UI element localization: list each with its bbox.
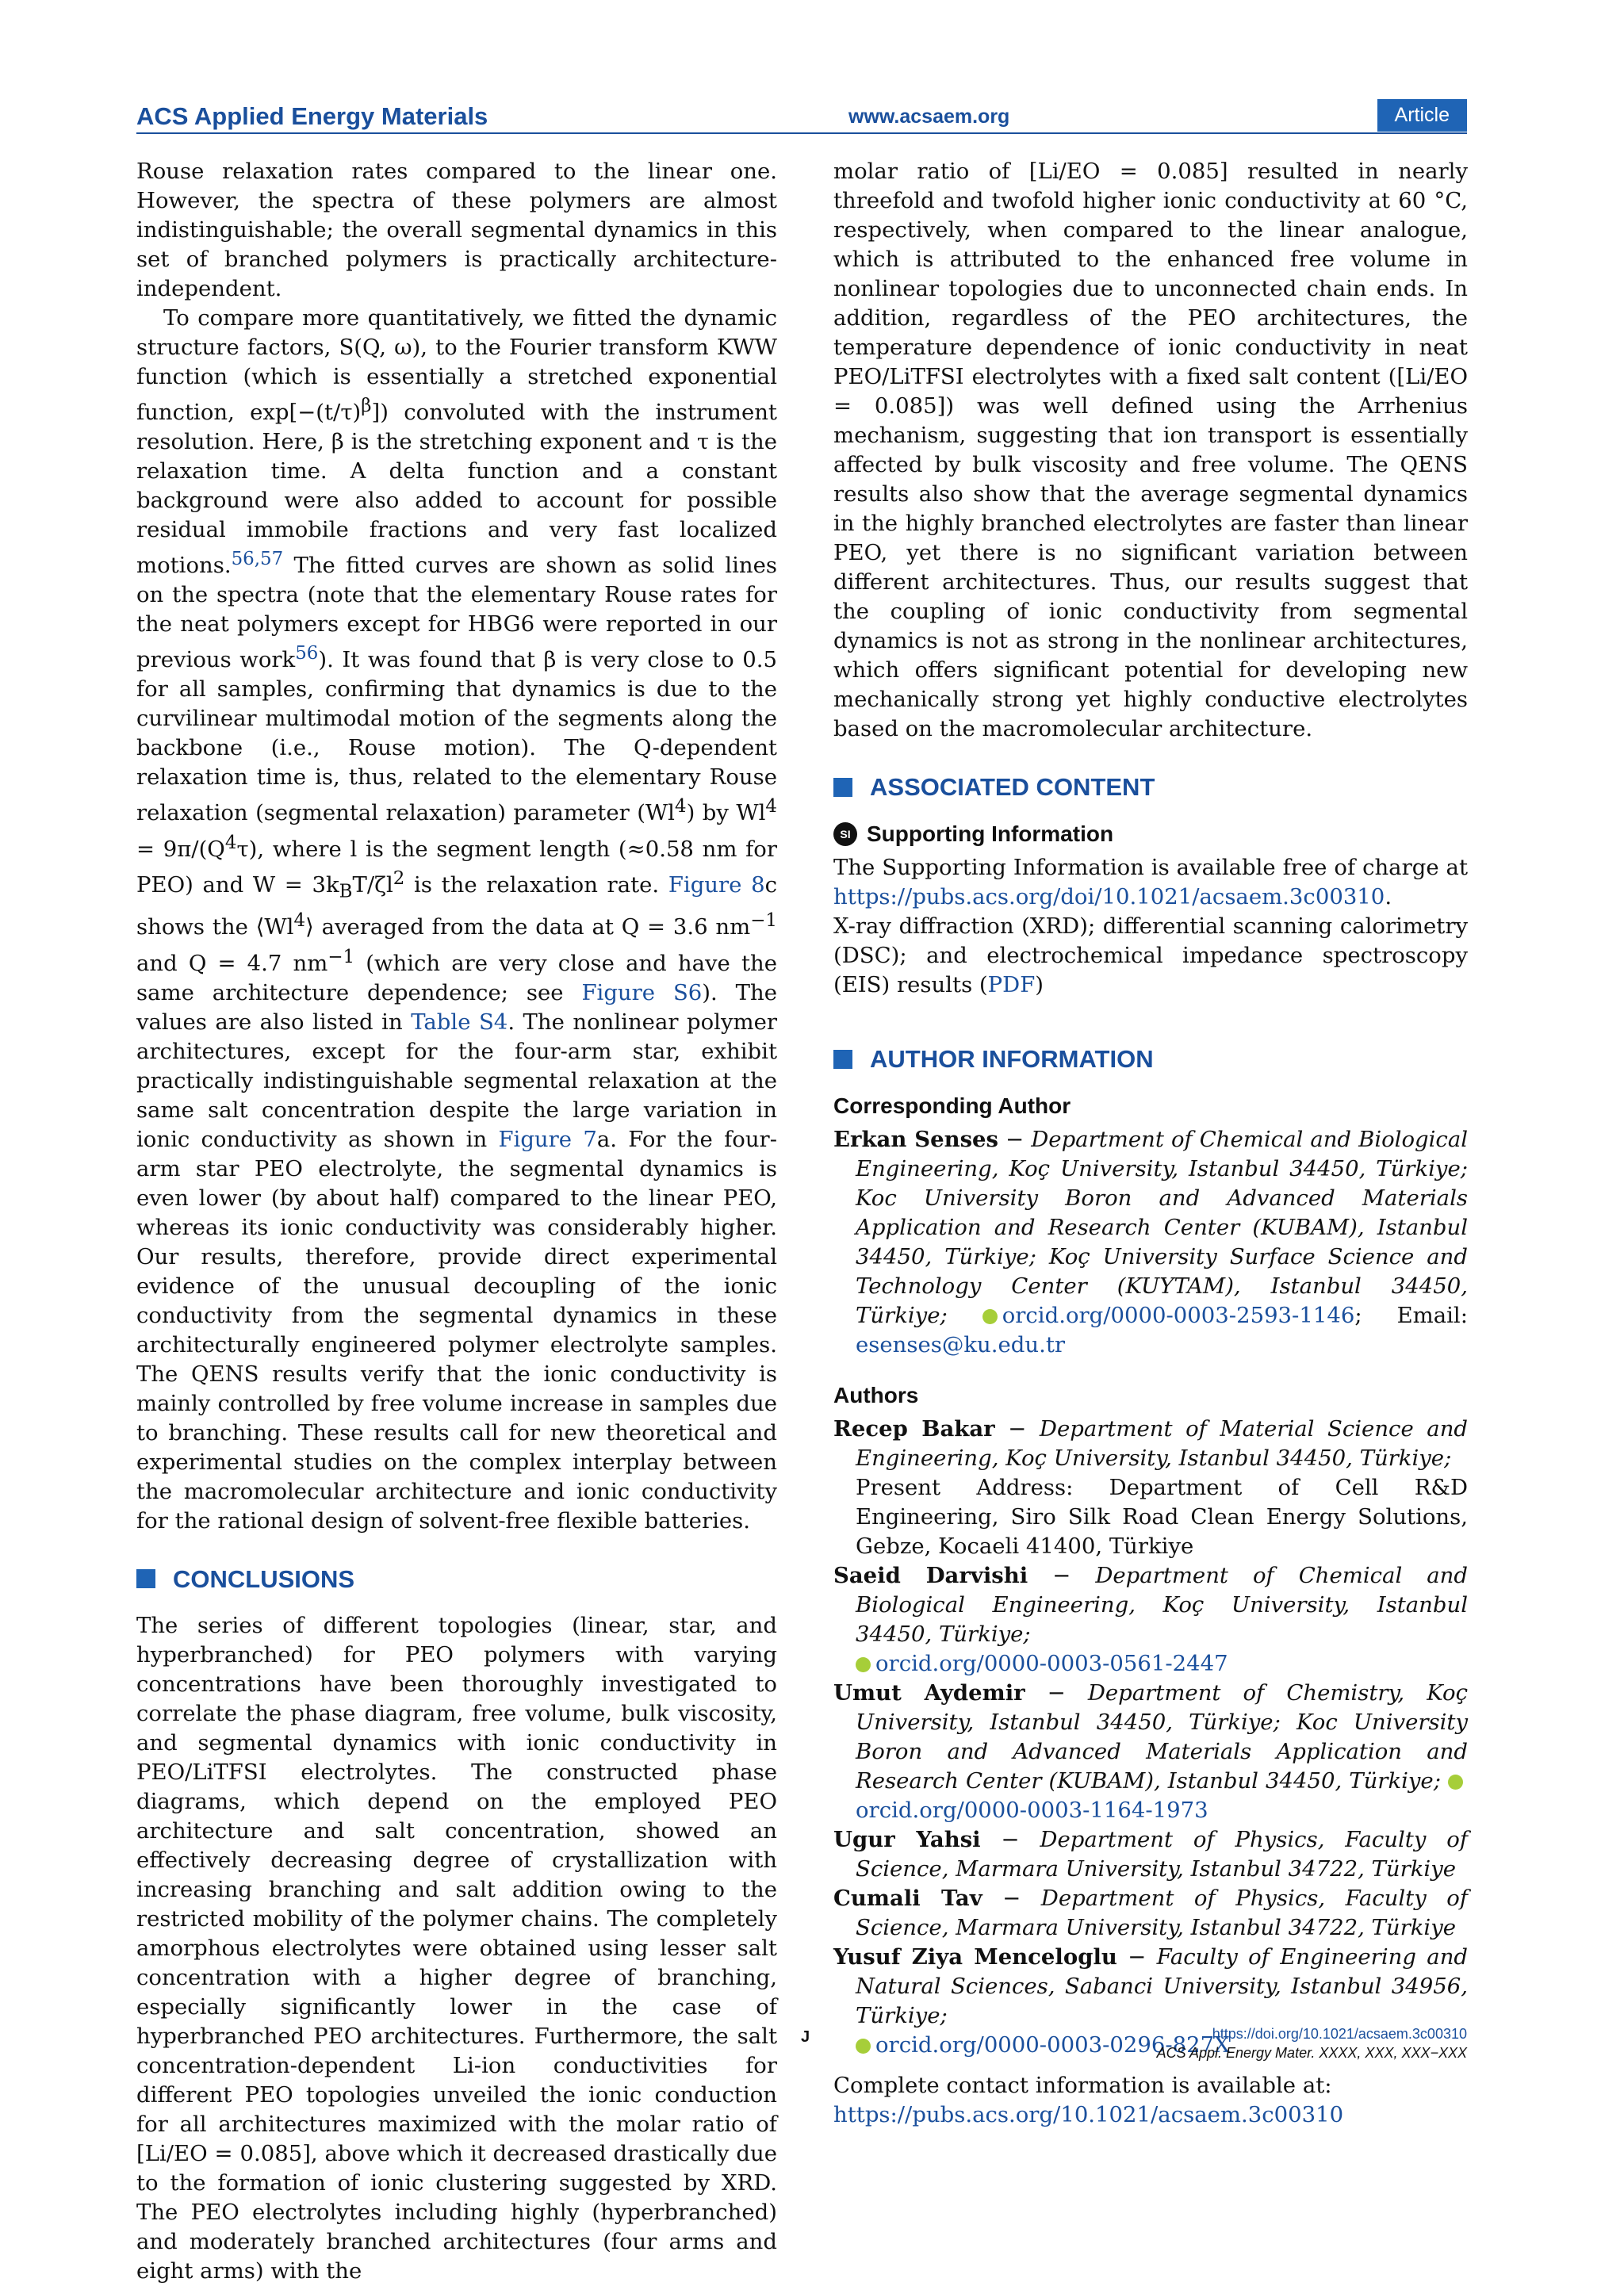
- ref-56-57-link[interactable]: 56,57: [231, 549, 284, 570]
- header-rule: [136, 132, 1467, 134]
- ref-56-link[interactable]: 56: [295, 643, 319, 664]
- authors-heading: Authors: [833, 1383, 919, 1407]
- article-type-label: Article: [1377, 99, 1467, 132]
- supporting-info-heading: SI Supporting Information: [833, 819, 1468, 848]
- corresponding-author: Erkan Senses − Department of Chemical and Biological Engineering, Koç University, Istanbul 34450, Türkiye; Koc University Boron and Advanced Materials Application and Research Center (KUBAM), Istanbul 34450, Türkiye; Koç University Surface Science and Technology Center (KUYTAM), Istanbul 34450, Türkiye; orcid.org/0000-0003-2593-1146; Email: esenses@ku.edu.tr: [833, 1127, 1469, 1357]
- orcid-link[interactable]: orcid.org/0000-0003-2593-1146: [1002, 1303, 1355, 1328]
- figure-8-link[interactable]: Figure 8: [668, 871, 765, 898]
- orcid-link[interactable]: orcid.org/0000-0003-1164-1973: [856, 1798, 1208, 1823]
- associated-content-heading: ASSOCIATED CONTENT: [833, 772, 1468, 802]
- supporting-info-link[interactable]: https://pubs.acs.org/doi/10.1021/acsaem.3c00310: [833, 884, 1385, 909]
- contact-info: Complete contact information is available at: https://pubs.acs.org/10.1021/acsaem.3c00310: [833, 2073, 1344, 2127]
- paragraph-conclusions: The series of different topologies (linear, star, and hyperbranched) for PEO polymers with varying concentrations have been thoroughly investigated to correlate the phase diagram, free volume, bulk viscosity, and segmental dynamics with ionic conductivity in PEO/LiTFSI electrolytes. The constructed phase diagrams, which depend on the employed PEO architecture and salt concentration, showed an effectively decreasing degree of crystallization with increasing branching and salt addition owing to the restricted mobility of the polymer chains. The completely amorphous electrolytes were obtained using lesser salt concentration with a higher degree of branching, especially significantly lower in the case of hyperbranched PEO architectures. Furthermore, the salt concentration-dependent Li-ion conductivities for different PEO topologies unveiled the ionic conduction for all architectures maximized with the molar ratio of [Li/EO = 0.085], above which it decreased drastically due to the formation of ionic clustering suggested by XRD. The PEO electrolytes including highly (hyperbranched) and moderately branched architectures (four arms and eight arms) with the: [136, 1612, 777, 2284]
- orcid-icon: [856, 2039, 871, 2054]
- doi-link[interactable]: https://doi.org/10.1021/acsaem.3c00310: [1212, 2026, 1467, 2042]
- paragraph-conclusions-continued: molar ratio of [Li/EO = 0.085] resulted in nearly threefold and twofold higher ionic conductivity at 60 °C, respectively, when compared to the linear analogue, which is attributed to the enhanced free volume in nonlinear topologies due to unconnected chain ends. In addition, regardless of the PEO architectures, the temperature dependence of ionic conductivity in neat PEO/LiTFSI electrolytes with a fixed salt content ([Li/EO = 0.085]) was well defined using the Arrhenius mechanism, suggesting that ion transport is essentially affected by bulk viscosity and free volume. The QENS results also show that the average segmental dynamics in the highly branched electrolytes are faster than linear PEO, yet there is no significant variation between different architectures. Thus, our results suggest that the coupling of ionic conductivity from segmental dynamics is not as strong in the nonlinear architectures, which offers significant potential for developing new mechanically strong yet highly conductive electrolytes based on the macromolecular architecture.: [833, 159, 1468, 741]
- author-entry: Saeid Darvishi − Department of Chemical and Biological Engineering, Koç University, Istanbul 34450, Türkiye; orcid.org/0000-0003-0561-2447: [833, 1563, 1468, 1676]
- section-square-icon: [833, 1050, 852, 1069]
- orcid-link[interactable]: orcid.org/0000-0003-0561-2447: [875, 1651, 1228, 1676]
- figure-7-link[interactable]: Figure 7: [498, 1126, 597, 1152]
- author-information-heading: AUTHOR INFORMATION: [833, 1044, 1468, 1074]
- citation-text: ACS Appl. Energy Mater. XXXX, XXX, XXX−XXX: [1156, 2045, 1467, 2061]
- corresponding-author-heading: Corresponding Author: [833, 1093, 1071, 1118]
- journal-name[interactable]: ACS Applied Energy Materials: [136, 102, 488, 130]
- supporting-info-items: X-ray diffraction (XRD); differential scanning calorimetry (DSC); and electrochemical impedance spectroscopy (EIS) results (PDF): [833, 913, 1468, 997]
- section-square-icon: [833, 778, 852, 797]
- page-number: J: [801, 2028, 810, 2046]
- left-column: [136, 157, 777, 2286]
- supporting-info-icon: SI: [833, 822, 857, 846]
- footer-citation: [1157, 2024, 1467, 2062]
- author-entry: Cumali Tav − Department of Physics, Faculty of Science, Marmara University, Istanbul 34722, Türkiye: [833, 1886, 1468, 1940]
- pdf-link[interactable]: PDF: [987, 972, 1036, 997]
- orcid-icon: [1448, 1775, 1463, 1790]
- running-header: [136, 99, 1467, 134]
- author-entry: Recep Bakar − Department of Material Science and Engineering, Koç University, Istanbul 34450, Türkiye; Present Address: Department of Cell R&D Engineering, Siro Silk Road Clean Energy Solutions, Gebze, Kocaeli 41400, Türkiye: [833, 1416, 1469, 1559]
- section-square-icon: [136, 1569, 155, 1588]
- author-entry: Yusuf Ziya Menceloglu − Faculty of Engineering and Natural Sciences, Sabanci University, Istanbul 34956, Türkiye; orcid.org/0000-0003-0296-827X: [833, 1944, 1469, 2058]
- journal-website-link[interactable]: www.acsaem.org: [848, 105, 1010, 128]
- email-link[interactable]: esenses@ku.edu.tr: [856, 1332, 1066, 1357]
- figure-s6-link[interactable]: Figure S6: [581, 979, 703, 1005]
- supporting-info-text: The Supporting Information is available free of charge at https://pubs.acs.org/doi/10.1021/acsaem.3c00310.: [833, 855, 1468, 909]
- orcid-link[interactable]: orcid.org/0000-0003-0296-827X: [875, 2032, 1230, 2058]
- orcid-icon: [856, 1657, 871, 1672]
- paragraph-rouse-continuation: Rouse relaxation rates compared to the linear one. However, the spectra of these polymers are almost indistinguishable; the overall segmental dynamics in this set of branched polymers is practically architecture-independent.: [136, 159, 777, 301]
- author-entry: Ugur Yahsi − Department of Physics, Faculty of Science, Marmara University, Istanbul 34722, Türkiye: [833, 1827, 1468, 1882]
- contact-link[interactable]: https://pubs.acs.org/10.1021/acsaem.3c00310: [833, 2102, 1344, 2127]
- conclusions-heading: CONCLUSIONS: [136, 1564, 777, 1594]
- right-column: [833, 157, 1468, 2130]
- table-s4-link[interactable]: Table S4: [411, 1009, 508, 1035]
- orcid-icon: [982, 1309, 998, 1324]
- author-entry: Umut Aydemir − Department of Chemistry, Koç University, Istanbul 34450, Türkiye; Koc University Boron and Advanced Materials Application and Research Center (KUBAM), Istanbul 34450, Türkiye; orcid.org/0000-0003-1164-1973: [833, 1680, 1468, 1823]
- paragraph-kww-fit: To compare more quantitatively, we fitted the dynamic structure factors, S(Q, ω), to the Fourier transform KWW function (which is essentially a stretched exponential function, $\exp[-(t/\tau)^\beta]$) convoluted with the instrument resolution. Here, β is the stretching exponent and τ is the relaxation time. A delta function and a constant background were also added to account for possible residual immobile fractions and very fast localized motions.$^{56,57}$ The fitted curves are shown as solid lines on the spectra (note that the elementary Rouse rates for the neat polymers except for HBG6 were reported in our previous work$^{56}$). It was found that β is very close to 0.5 for all samples, confirming that dynamics is due to the curvilinear multimodal motion of the segments along the backbone (i.e., Rouse motion). The Q-dependent relaxation time is, thus, related to the elementary Rouse relaxation (segmental relaxation) parameter (Wl$^4$) by $Wl^4 = 9\pi/(Q^4\tau)$, where l is the segment length (≈0.58 nm for PEO) and $W = 3k_BT/\zeta l^2$ is the relaxation rate. Figure 8c shows the ⟨Wl$^4$⟩ averaged from the data at Q = 3.6 $nm^{-1}$ and Q = 4.7 $nm^{-1}$ (which are very close and have the same architecture dependence; see Figure S6). The values are also listed in Table S4. The nonlinear polymer architectures, except for the four-arm star, exhibit practically indistinguishable segmental relaxation at the same salt concentration despite the large variation in ionic conductivity as shown in Figure 7a. For the four-arm star PEO electrolyte, the segmental dynamics is even lower (by about half) compared to the linear PEO, whereas its ionic conductivity was considerably higher. Our results, therefore, provide direct experimental evidence of the unusual decoupling of the ionic conductivity from the segmental dynamics in these architecturally engineered polymer electrolyte samples. The QENS results verify that the ionic conductivity is mainly controlled by free volume increase in samples due to branching. These results call for new theoretical and experimental studies on the complex interplay between the macromolecular architecture and ionic conductivity for the rational design of solvent-free flexible batteries.: [136, 305, 778, 1534]
